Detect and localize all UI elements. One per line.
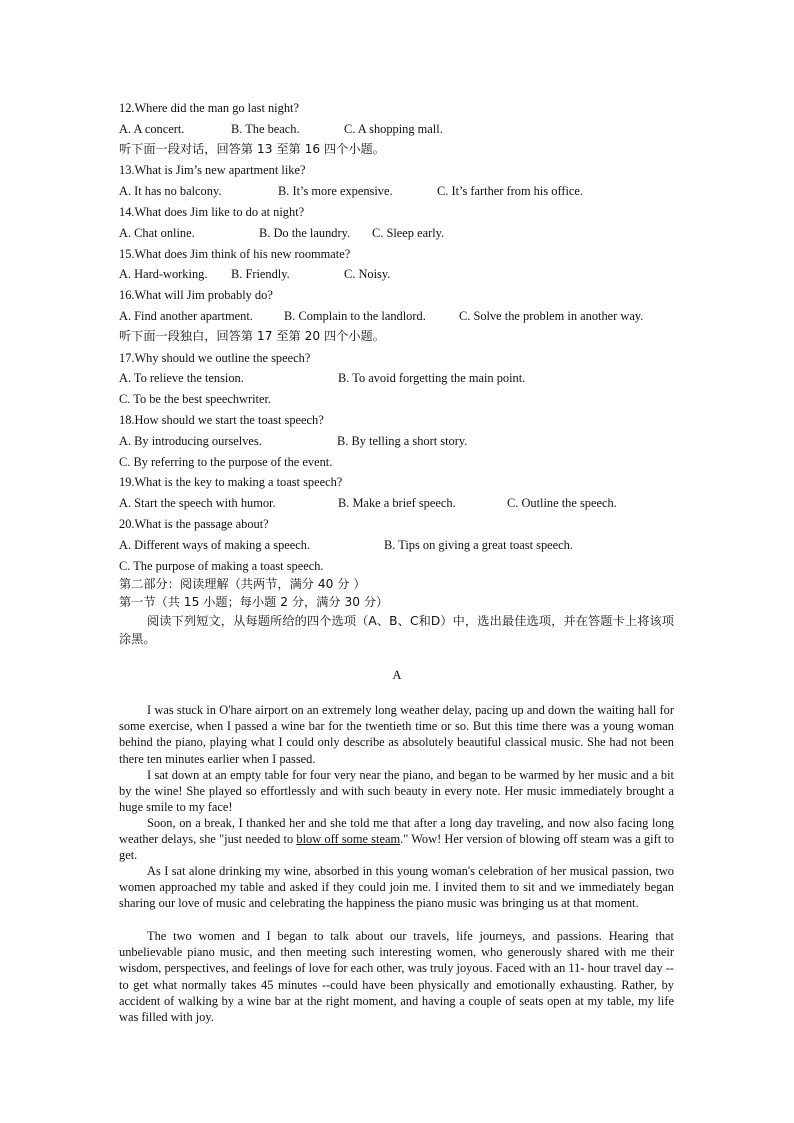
question-20-option-c: C. The purpose of making a toast speech. — [119, 559, 324, 573]
option-c: C. It’s farther from his office. — [437, 184, 584, 198]
passage-paragraph-5: The two women and I began to talk about our travels, life journeys, and passions. Hearing that unbelievable piano music, and then meeting such interesting women, who generously shared with me their wisdom, perspectives, and feelings of love for each other, was truly joyous. Faced with an 11- hour travel day -- to get what normally takes 45 minutes --could have been physically and emotionally exhausting. Rather, by accident of walking by a wine bar at the right moment, and having a couple of seats open at my table, my life was filled with joy. — [119, 929, 674, 1025]
question-17-option-c: C. To be the best speechwriter. — [119, 392, 272, 406]
option-b: B. Complain to the landlord. — [284, 309, 426, 323]
passage-paragraph-4: As I sat alone drinking my wine, absorbed in this young woman's celebration of her musical passion, two women approached my table and asked if they could join me. I invited them to sit and we immediately began sharing our love of music and celebrating the happiness the piano music was bringing us at that moment. — [119, 864, 674, 911]
option-a: A. It has no balcony. — [119, 184, 222, 198]
passage-label: A — [392, 668, 402, 682]
option-b: B. The beach. — [231, 122, 300, 136]
underlined-phrase: blow off some steam — [296, 832, 401, 847]
option-a: A. Different ways of making a speech. — [119, 538, 311, 552]
question-14-stem: 14.What does Jim like to do at night? — [119, 205, 305, 219]
paragraph-3-text-end: ." Wow! Her version of blowing off steam was a gift to get. — [119, 832, 674, 863]
option-c: C. A shopping mall. — [344, 122, 443, 136]
question-15-stem: 15.What does Jim think of his new roommate? — [119, 247, 351, 261]
option-b: B. Tips on giving a great toast speech. — [384, 538, 573, 552]
passage-paragraph-3 — [119, 815, 674, 864]
option-c: C. Outline the speech. — [507, 496, 617, 510]
question-16-stem: 16.What will Jim probably do? — [119, 288, 273, 302]
question-20-stem: 20.What is the passage about? — [119, 517, 269, 531]
option-b: B. Friendly. — [231, 267, 290, 281]
option-c: C. Sleep early. — [372, 226, 445, 240]
option-a: A. Find another apartment. — [119, 309, 253, 323]
option-c: C. Noisy. — [344, 267, 391, 281]
option-c: C. Solve the problem in another way. — [459, 309, 644, 323]
option-a: A. By introducing ourselves. — [119, 434, 262, 448]
option-b: B. Do the laundry. — [259, 226, 351, 240]
option-b: B. To avoid forgetting the main point. — [338, 371, 526, 385]
option-a: A. Chat online. — [119, 226, 195, 240]
passage-paragraph-2: I sat down at an empty table for four very near the piano, and began to be warmed by her music and a bit by the wine! She played so effortlessly and with such beauty in every note. Her music immediately brought a huge smile to my face! — [119, 768, 674, 815]
option-b: B. Make a brief speech. — [338, 496, 456, 510]
instruction-13-16: 听下面一段对话，回答第 13 至第 16 四个小题。 — [119, 142, 385, 156]
question-12-stem: 12.Where did the man go last night? — [119, 101, 299, 115]
instruction-17-20: 听下面一段独白，回答第 17 至第 20 四个小题。 — [119, 329, 385, 343]
option-a: A. A concert. — [119, 122, 185, 136]
paragraph-3-text-start: Soon, on a break, I thanked her and she told me that after a long day traveling, and now also facing long weather delays, she "just needed to — [119, 816, 674, 847]
option-a: A. To relieve the tension. — [119, 371, 244, 385]
question-13-stem: 13.What is Jim’s new apartment like? — [119, 163, 306, 177]
question-19-stem: 19.What is the key to making a toast speech? — [119, 475, 343, 489]
section-title: 第一节（共 15 小题；每小题 2 分，满分 30 分） — [119, 595, 389, 609]
option-b: B. By telling a short story. — [337, 434, 468, 448]
question-18-stem: 18.How should we start the toast speech? — [119, 413, 324, 427]
option-a: A. Hard-working. — [119, 267, 208, 281]
reading-instruction: 阅读下列短文，从每题所给的四个选项（A、B、C和D）中，选出最佳选项，并在答题卡上将该项涂黑。 — [119, 614, 674, 646]
option-b: B. It’s more expensive. — [278, 184, 393, 198]
question-18-option-c: C. By referring to the purpose of the event. — [119, 455, 333, 469]
question-17-stem: 17.Why should we outline the speech? — [119, 351, 311, 365]
option-a: A. Start the speech with humor. — [119, 496, 276, 510]
passage-paragraph-1: I was stuck in O'hare airport on an extremely long weather delay, pacing up and down the waiting hall for some exercise, when I passed a wine bar for the twentieth time or so. But this time there was a young woman behind the piano, playing what I could only describe as absolutely beautiful classical music. She had not been there ten minutes earlier when I passed. — [119, 703, 674, 766]
part-title: 第二部分：阅读理解（共两节，满分 40 分 ） — [119, 577, 366, 591]
